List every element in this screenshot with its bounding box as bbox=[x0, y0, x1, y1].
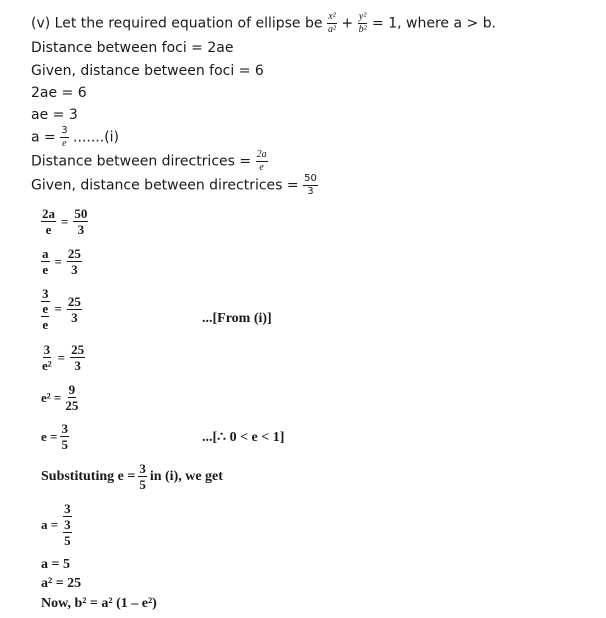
step-3-lhs: 3 e e bbox=[42, 286, 49, 332]
intro-suffix: = 1, where a > b. bbox=[372, 15, 497, 32]
line-a-equals: a = $\frac{3}{e}$ .......(i) bbox=[31, 125, 120, 149]
step-2: $\frac{a}{e}$ = $\frac{25}{3}$ bbox=[42, 246, 81, 277]
x-squared-over-a-squared: $\frac{\text{x²}}{\text{a²}}$ bbox=[327, 11, 336, 35]
step-4-lhs: $\frac{3}{\text{e²}}$ bbox=[42, 342, 52, 373]
step-6: e = $\frac{3}{5}$ bbox=[41, 421, 68, 452]
substituting-line: Substituting e = $\frac{3}{5}$ in (i), we get bbox=[41, 461, 223, 492]
subst-fraction: $\frac{3}{5}$ bbox=[139, 461, 146, 492]
intro-line bbox=[31, 12, 496, 35]
line-ae: ae = 3 bbox=[31, 107, 78, 123]
step-5: e² = $\frac{9}{25}$ bbox=[41, 382, 79, 413]
line-2ae: 2ae = 6 bbox=[31, 85, 87, 101]
result-a: a = 5 bbox=[41, 557, 70, 572]
note-from-i: ...[From (i)] bbox=[202, 311, 272, 326]
step-4: $\frac{3}{\text{e²}}$ = $\frac{25}{3}$ bbox=[42, 342, 85, 373]
two-a-over-e: $\frac{2a}{e}$ bbox=[256, 149, 267, 173]
line-foci-distance: Distance between foci = 2ae bbox=[31, 40, 234, 56]
y-squared-over-b-squared: $\frac{\text{y²}}{\text{b²}}$ bbox=[358, 11, 367, 35]
line-directrices-distance: Distance between directrices = $\frac{2a}{e}$ bbox=[31, 149, 267, 173]
step-6-rhs: $\frac{3}{5}$ bbox=[61, 421, 68, 452]
step-3: 3 e e = $\frac{25}{3}$ bbox=[42, 286, 81, 332]
step-1-lhs: $\frac{2a}{e}$ bbox=[42, 206, 55, 237]
result-a-squared: a² = 25 bbox=[41, 576, 82, 591]
intro-prefix: (v) Let the required equation of ellipse be bbox=[31, 15, 323, 32]
step-1: $\frac{2a}{e}$ = $\frac{50}{3}$ bbox=[42, 206, 88, 237]
step-4-rhs: $\frac{25}{3}$ bbox=[71, 342, 85, 373]
step-2-rhs: $\frac{25}{3}$ bbox=[67, 246, 81, 277]
three-over-e: $\frac{3}{e}$ bbox=[61, 125, 68, 149]
note-e-range: ...[∴ 0 < e < 1] bbox=[202, 430, 285, 445]
a-fraction: $\frac{3}{\frac{3}{5}}$ bbox=[64, 501, 71, 548]
a-compound-fraction: a = $\frac{3}{\frac{3}{5}}$ bbox=[41, 501, 71, 548]
step-5-rhs: $\frac{9}{25}$ bbox=[65, 382, 79, 413]
line-given-directrices: Given, distance between directrices = $\frac{50}{3}$ bbox=[31, 173, 317, 197]
step-2-lhs: $\frac{a}{e}$ bbox=[42, 246, 49, 277]
result-b-squared: Now, b² = a² (1 – e²) bbox=[41, 596, 157, 611]
fifty-over-three: $\frac{50}{3}$ bbox=[304, 173, 317, 197]
step-3-rhs: $\frac{25}{3}$ bbox=[67, 293, 81, 325]
equation-tag-i: .......(i) bbox=[73, 129, 120, 146]
a-inner-fraction: $\frac{3}{5}$ bbox=[64, 517, 71, 548]
line-given-foci: Given, distance between foci = 6 bbox=[31, 63, 264, 79]
plus-sign: + bbox=[341, 15, 354, 32]
step-1-rhs: $\frac{50}{3}$ bbox=[74, 206, 88, 237]
